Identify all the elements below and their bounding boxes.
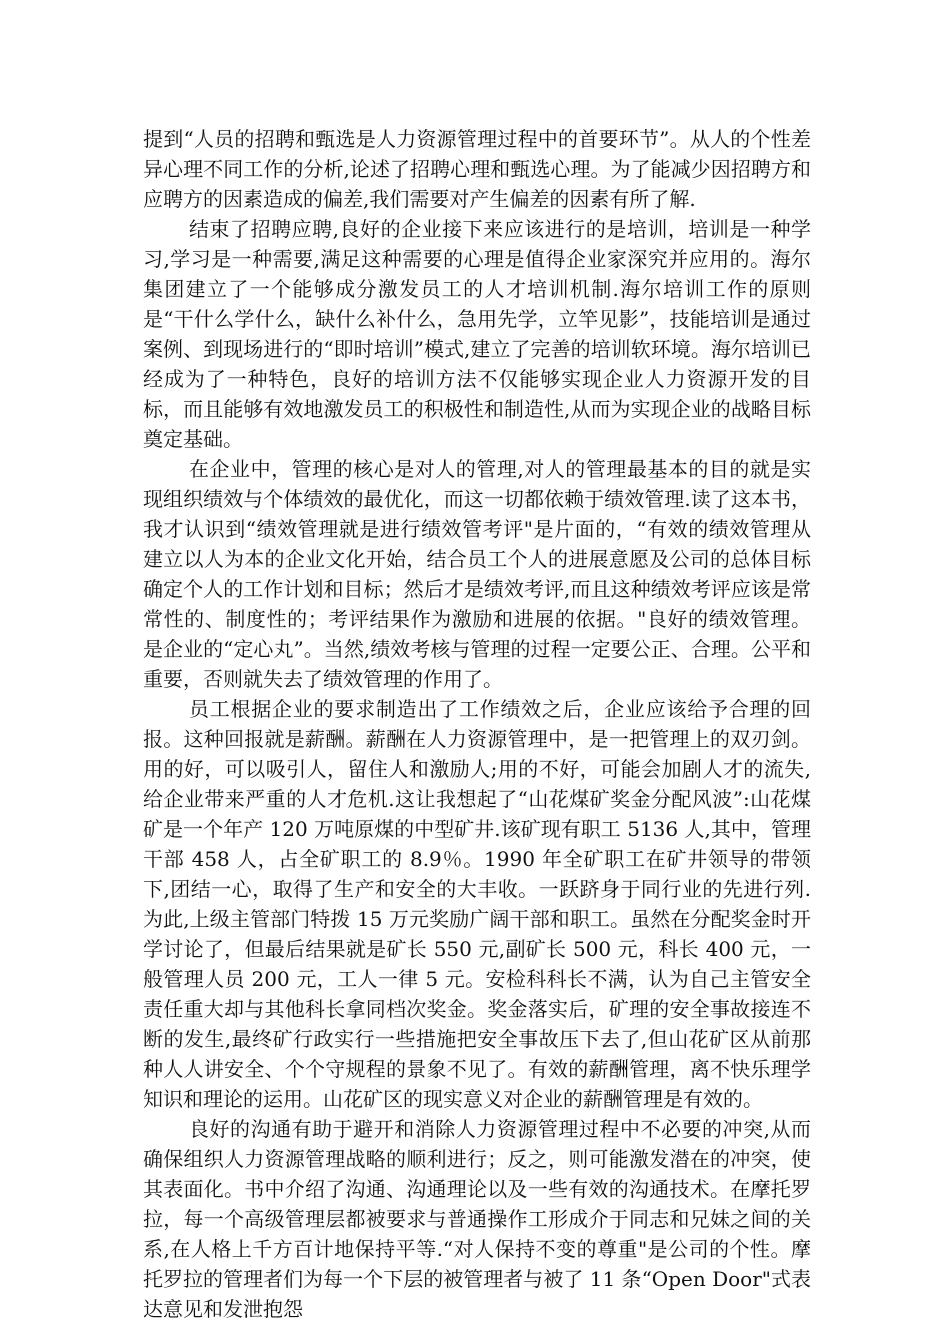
paragraph-performance-management: 在企业中，管理的核心是对人的管理,对人的管理最基本的目的就是实现组织绩效与个体绩效的最优化，而这一切都依赖于绩效管理.读了这本书，我才认识到“绩效管理就是进行绩效管考评"是片面的，“有效的绩效管理从建立以人为本的企业文化开始，结合员工个人的进展意愿及公司的总体目标确定个人的工作计划和目标；然后才是绩效考评,而且这种绩效考评应该是常常性的、制度性的；考评结果作为激励和进展的依据。"良好的绩效管理。是企业的“定心丸”。当然,绩效考核与管理的过程一定要公正、合理。公平和重要，否则就失去了绩效管理的作用了。: [143, 457, 811, 691]
document-body: [143, 124, 811, 1324]
paragraph-communication: 良好的沟通有助于避开和消除人力资源管理过程中不必要的冲突,从而确保组织人力资源管理战略的顺利进行；反之，则可能激发潜在的冲突，使其表面化。书中介绍了沟通、沟通理论以及一些有效的沟通技术。在摩托罗拉，每一个高级管理层都被要求与普通操作工形成介于同志和兄妹之间的关系,在人格上千方百计地保持平等.“对人保持不变的尊重"是公司的个性。摩托罗拉的管理者们为每一个下层的被管理者与被了 11 条“Open Door"式表达意见和发泄抱怨: [143, 1117, 811, 1321]
paragraph-compensation: 员工根据企业的要求制造出了工作绩效之后，企业应该给予合理的回报。这种回报就是薪酬。薪酬在人力资源管理中，是一把管理上的双刃剑。用的好，可以吸引人，留住人和激励人;用的不好，可能会加剧人才的流失,给企业带来严重的人才危机.这让我想起了“山花煤矿奖金分配风波”:山花煤矿是一个年产 120 万吨原煤的中型矿井.该矿现有职工 5136 人,其中，管理干部 458 人，占全矿职工的 8.9％。1990 年全矿职工在矿井领导的带领下,团结一心，取得了生产和安全的大丰收。一跃跻身于同行业的先进行列.为此,上级主管部门特拨 15 万元奖励广阔干部和职工。虽然在分配奖金时开学讨论了，但最后结果就是矿长 550 元,副矿长 500 元，科长 400 元，一般管理人员 200 元，工人一律 5 元。安检科科长不满，认为自己主管安全责任重大却与其他科长拿同档次奖金。奖金落实后，矿理的安全事故接连不断的发生,最终矿行政实行一些措施把安全事故压下去了,但山花矿区从前那种人人讲安全、个个守规程的景象不见了。有效的薪酬管理，离不快乐理学知识和理论的运用。山花矿区的现实意义对企业的薪酬管理是有效的。: [143, 697, 811, 1111]
paragraph-training: 结束了招聘应聘,良好的企业接下来应该进行的是培训，培训是一种学习,学习是一种需要,满足这种需要的心理是值得企业家深究并应用的。海尔集团建立了一个能够成分激发员工的人才培训机制.海尔培训工作的原则是“干什么学什么，缺什么补什么，急用先学，立竿见影”，技能培训是通过案例、到现场进行的“即时培训”模式,建立了完善的培训软环境。海尔培训已经成为了一种特色，良好的培训方法不仅能够实现企业人力资源开发的目标，而且能够有效地激发员工的积极性和制造性,从而为实现企业的战略目标奠定基础。: [143, 217, 811, 451]
paragraph-recruitment: 提到“人员的招聘和甄选是人力资源管理过程中的首要环节”。从人的个性差异心理不同工作的分析,论述了招聘心理和甄选心理。为了能减少因招聘方和应聘方的因素造成的偏差,我们需要对产生偏差的因素有所了解.: [143, 127, 811, 211]
